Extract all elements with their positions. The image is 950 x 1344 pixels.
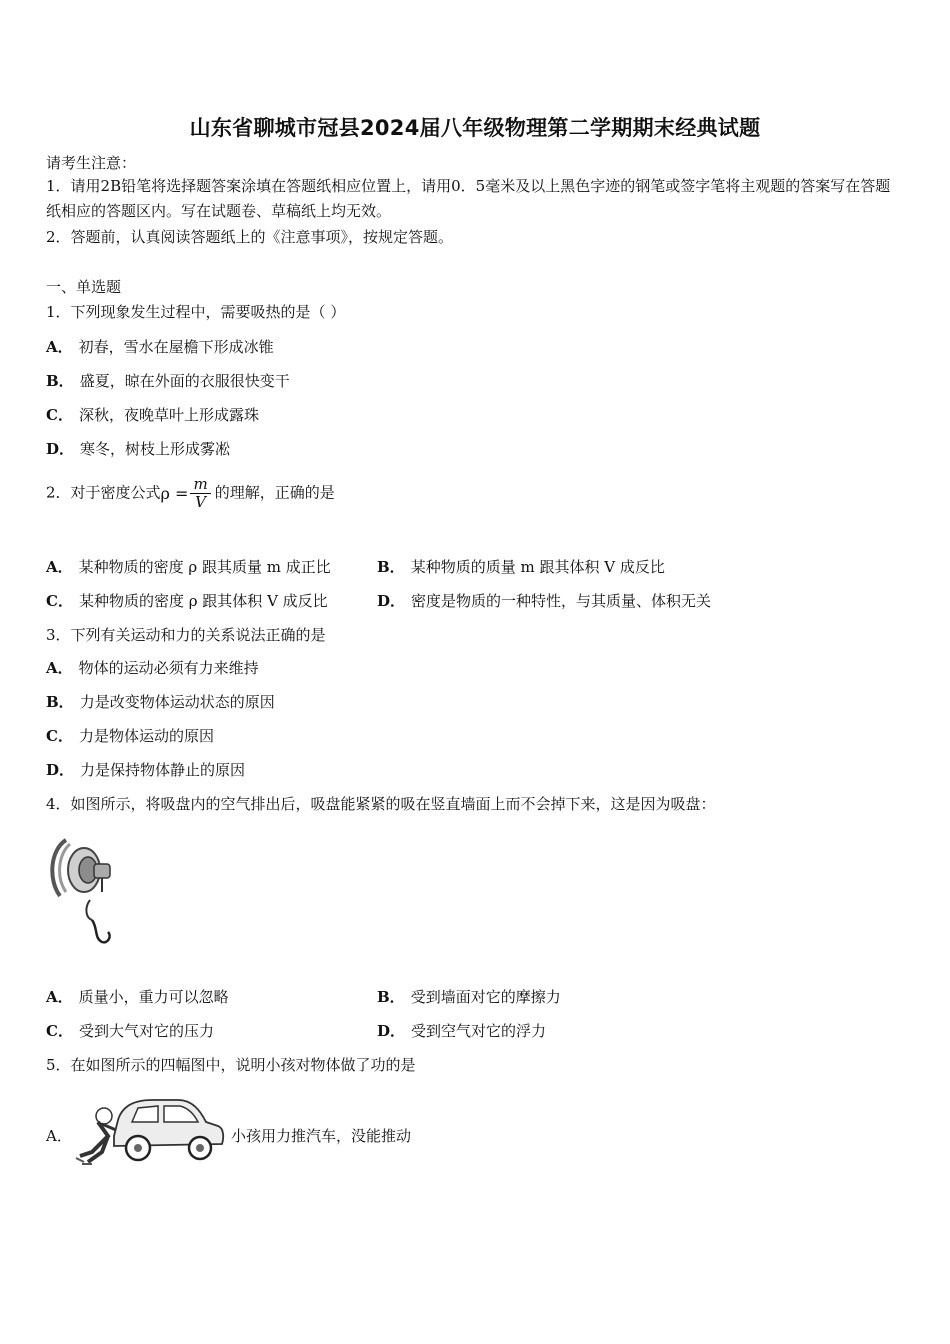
notice-item-2: 2．答题前，认真阅读答题纸上的《注意事项》，按规定答题。 xyxy=(46,228,454,246)
formula-denominator: V xyxy=(195,493,206,511)
child-pushing-car-figure xyxy=(74,1092,226,1168)
option-text: 质量小，重力可以忽略 xyxy=(78,988,229,1006)
option-text: 力是保持物体静止的原因 xyxy=(80,761,246,779)
option-label: A． xyxy=(46,558,73,576)
notice-heading: 请考生注意： xyxy=(46,154,137,172)
question-2-stem xyxy=(46,476,335,511)
suction-cup-hook-figure xyxy=(44,834,120,946)
option-label: C． xyxy=(46,406,73,424)
option-label: C． xyxy=(46,1022,73,1040)
question-4-option-a xyxy=(46,986,229,1007)
option-text: 物体的运动必须有力来维持 xyxy=(78,659,259,677)
option-text: 力是物体运动的原因 xyxy=(78,727,214,745)
question-2-option-b xyxy=(377,556,665,577)
notice-item-1: 1．请用2B铅笔将选择题答案涂填在答题纸相应位置上，请用0．5毫米及以上黑色字迹的钢笔或签字笔将主观题的答案写在答题纸相应的答题区内。写在试题卷、草稿纸上均无效。 xyxy=(46,177,891,220)
option-label: A． xyxy=(46,659,73,677)
question-1-stem: 1．下列现象发生过程中，需要吸热的是（ ） xyxy=(46,303,346,321)
question-1-option-d xyxy=(46,438,230,459)
question-2-option-a xyxy=(46,556,331,577)
question-1-option-c xyxy=(46,404,259,425)
question-4-stem: 4．如图所示，将吸盘内的空气排出后，吸盘能紧紧的吸在竖直墙面上而不会掉下来，这是因为吸盘： xyxy=(46,795,716,813)
option-text: 受到大气对它的压力 xyxy=(78,1022,214,1040)
option-label: D． xyxy=(46,440,75,458)
question-4-option-c xyxy=(46,1020,214,1041)
option-label: A． xyxy=(46,988,73,1006)
question-3-option-d xyxy=(46,759,245,780)
question-4-option-b xyxy=(377,986,561,1007)
formula-numerator: m xyxy=(190,476,210,494)
question-1-option-a xyxy=(46,336,274,357)
stem-text: 2．对于密度公式 xyxy=(46,483,161,502)
option-label: B． xyxy=(46,372,74,390)
option-text: 密度是物质的一种特性，与其质量、体积无关 xyxy=(411,592,712,610)
option-text: 受到空气对它的浮力 xyxy=(411,1022,547,1040)
option-text: 某种物质的密度 ρ 跟其质量 m 成正比 xyxy=(78,558,331,576)
option-text: 深秋，夜晚草叶上形成露珠 xyxy=(78,406,259,424)
question-3-stem: 3．下列有关运动和力的关系说法正确的是 xyxy=(46,626,326,644)
stem-text: 的理解，正确的是 xyxy=(214,483,335,502)
question-5-option-a-label: A． xyxy=(46,1127,72,1145)
option-label: A． xyxy=(46,338,73,356)
density-formula-fraction xyxy=(190,476,210,511)
question-1-option-b xyxy=(46,370,290,391)
question-3-option-a xyxy=(46,657,259,678)
option-label: C． xyxy=(46,592,73,610)
option-label: D． xyxy=(377,1022,406,1040)
option-text: 某种物质的密度 ρ 跟其体积 V 成反比 xyxy=(78,592,328,610)
option-text: 受到墙面对它的摩擦力 xyxy=(410,988,561,1006)
option-label: D． xyxy=(377,592,406,610)
option-text: 某种物质的质量 m 跟其体积 V 成反比 xyxy=(410,558,665,576)
option-text: 盛夏，晾在外面的衣服很快变干 xyxy=(79,372,290,390)
option-label: B． xyxy=(46,693,74,711)
option-text: 初春，雪水在屋檐下形成冰锥 xyxy=(78,338,274,356)
question-5-stem: 5．在如图所示的四幅图中，说明小孩对物体做了功的是 xyxy=(46,1056,416,1074)
density-formula-lhs: ρ = xyxy=(160,484,189,503)
option-text: 力是改变物体运动状态的原因 xyxy=(79,693,275,711)
option-label: B． xyxy=(377,988,405,1006)
question-3-option-c xyxy=(46,725,214,746)
section-heading: 一、单选题 xyxy=(46,278,122,296)
option-label: B． xyxy=(377,558,405,576)
question-5-option-a-text: 小孩用力推汽车，没能推动 xyxy=(231,1127,412,1145)
question-2-option-d xyxy=(377,590,711,611)
option-label: D． xyxy=(46,761,75,779)
option-text: 寒冬，树枝上形成雾凇 xyxy=(80,440,231,458)
question-2-option-c xyxy=(46,590,328,611)
question-4-option-d xyxy=(377,1020,546,1041)
page-title: 山东省聊城市冠县2024届八年级物理第二学期期末经典试题 xyxy=(189,116,761,140)
option-label: C． xyxy=(46,727,73,745)
question-3-option-b xyxy=(46,691,275,712)
